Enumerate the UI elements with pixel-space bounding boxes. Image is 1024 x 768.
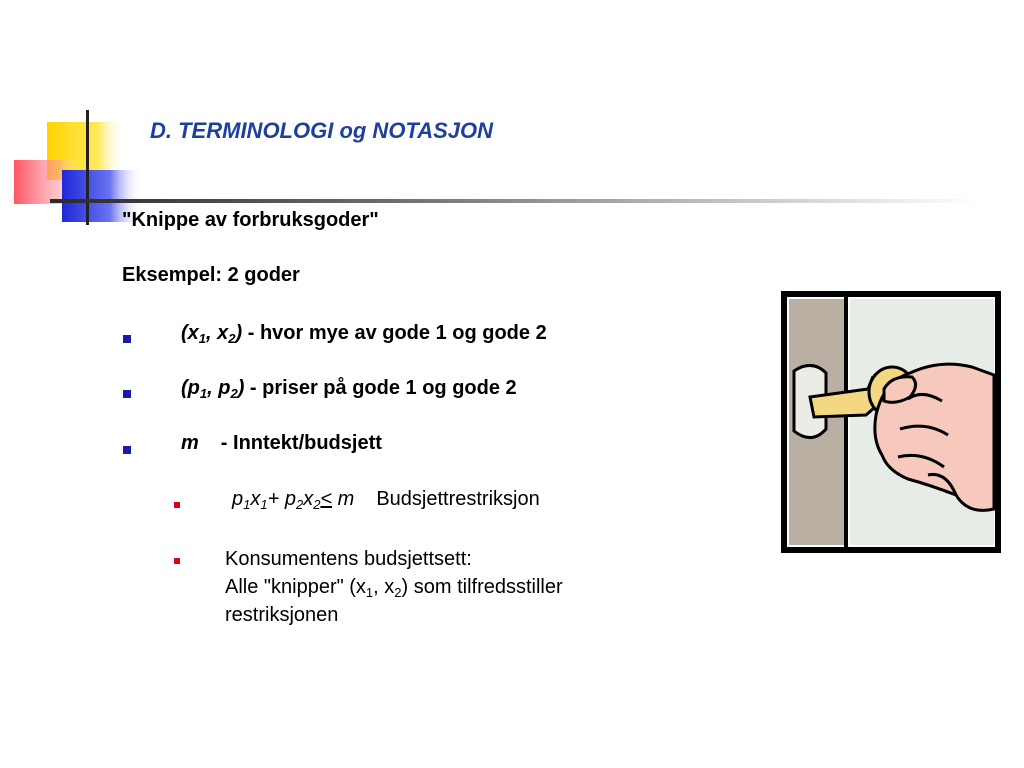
budget-set-definition: Konsumentens budsjettsett: Alle "knipper" ($x_1$, $x_2$) som tilfredsstiller restriksjonen xyxy=(225,548,563,626)
budget-constraint-formula: $p_1x_1+ p_2x_2< m$ Budsjettrestriksjon xyxy=(232,488,540,512)
title-divider xyxy=(50,199,980,203)
bullet-marker xyxy=(123,446,131,454)
sub-bullet-marker xyxy=(174,558,180,564)
heading-bundle: "Knippe av forbruksgoder" xyxy=(122,209,379,231)
bullet-quantities: ($x_1$, $x_2$) - hvor mye av gode 1 og gode 2 xyxy=(181,322,547,346)
bullet-income: m - Inntekt/budsjett xyxy=(181,432,382,454)
bullet-prices: ($p_1$, $p_2$) - priser på gode 1 og gode 2 xyxy=(181,377,517,401)
hand-key-lock-icon xyxy=(780,289,1002,554)
bullet-marker xyxy=(123,390,131,398)
slide-title: D. TERMINOLOGI og NOTASJON xyxy=(150,118,494,143)
budget-constraint-label: Budsjettrestriksjon xyxy=(376,488,540,510)
sub-bullet-marker xyxy=(174,502,180,508)
bullet-marker xyxy=(123,335,131,343)
heading-example: Eksempel: 2 goder xyxy=(122,264,300,286)
